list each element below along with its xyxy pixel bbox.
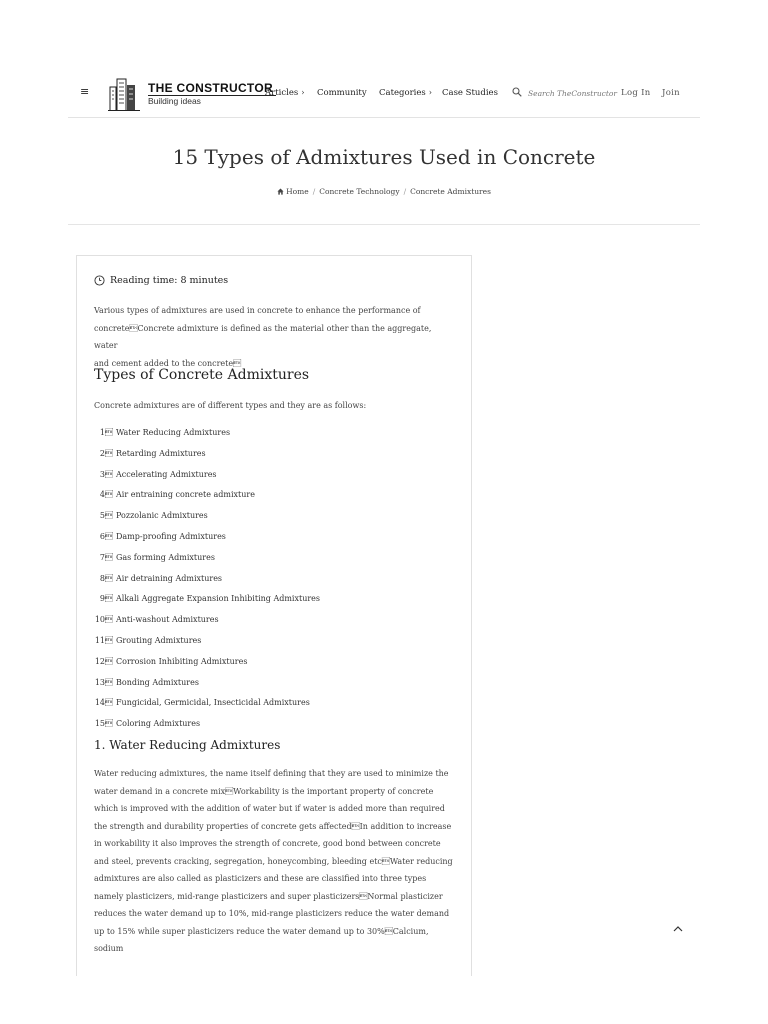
list-text: Retarding Admixtures [116, 448, 206, 458]
list-text: Accelerating Admixtures [116, 469, 217, 479]
breadcrumb-separator: / [403, 187, 407, 196]
list-item [94, 592, 454, 613]
nav-case-studies-label: Case Studies [442, 88, 498, 98]
search-icon[interactable] [512, 87, 522, 97]
text-line: water demand in a concrete mixWorkability is the important property of concrete [94, 786, 434, 796]
text-line: concreteConcrete admixture is defined as the material other than the aggregate, water [94, 323, 432, 350]
list-item [94, 426, 454, 447]
list-text: Water Reducing Admixtures [116, 428, 231, 437]
text-line: reduces the water demand up to 10%, mid-range plasticizers reduce the water demand [94, 909, 450, 918]
list-text: Pozzolanic Admixtures [116, 511, 208, 521]
text-line: and cement added to the concrete [94, 358, 242, 368]
list-number: 12 [94, 656, 113, 666]
list-item [94, 572, 454, 593]
page-title: 15 Types of Admixtures Used in Concrete [172, 145, 596, 169]
section-intro: Concrete admixtures are of different types and they are as follows: [94, 401, 367, 410]
list-number: 6 [99, 531, 113, 541]
section-heading: Types of Concrete Admixtures [94, 367, 310, 383]
list-number: 15 [94, 719, 113, 729]
list-item [94, 613, 454, 634]
list-item [94, 509, 454, 530]
subsection-heading: 1. Water Reducing Admixtures [94, 738, 281, 752]
list-text: Gas forming Admixtures [116, 552, 215, 562]
article-card [76, 255, 472, 976]
list-text: Damp-proofing Admixtures [116, 531, 226, 541]
list-item [94, 676, 454, 697]
list-number: 11 [94, 635, 113, 645]
text-line: in workability it also improves the strength of concrete, good bond between concrete [94, 839, 441, 848]
breadcrumb-concrete-technology[interactable]: Concrete Technology [319, 187, 400, 196]
list-text: Fungicidal, Germicidal, Insecticidal Admixtures [116, 698, 310, 708]
nav-case-studies[interactable] [442, 88, 498, 98]
list-text: Bonding Admixtures [116, 677, 199, 687]
logo-title: THE CONSTRUCTOR [148, 81, 273, 95]
nav-categories[interactable] [379, 88, 432, 98]
text-line: the strength and durability properties of concrete gets affectedIn addition to increase [94, 821, 452, 831]
list-text: Anti-washout Admixtures [116, 615, 219, 625]
site-header [68, 75, 700, 118]
chevron-right-icon: › [301, 88, 305, 97]
text-line: which is improved with the addition of water but if water is added more than required [94, 804, 445, 813]
list-item [94, 530, 454, 551]
list-number: 7 [99, 552, 113, 562]
list-text: Alkali Aggregate Expansion Inhibiting Admixtures [116, 594, 321, 604]
list-item [94, 655, 454, 676]
intro-paragraph [94, 302, 454, 372]
nav-articles-label: Articles [265, 88, 299, 98]
list-number: 10 [94, 615, 113, 625]
chevron-right-icon: › [428, 88, 432, 97]
nav-community[interactable] [317, 88, 367, 98]
text-line: namely plasticizers, mid-range plasticizers and super plasticizersNormal plasticizer [94, 891, 443, 901]
text-line: Various types of admixtures are used in concrete to enhance the performance of [94, 306, 421, 315]
list-number: 8 [99, 573, 113, 583]
list-number: 5 [99, 511, 113, 521]
header-divider [68, 224, 700, 225]
list-text: Coloring Admixtures [116, 719, 201, 729]
breadcrumb [0, 187, 768, 196]
breadcrumb-home[interactable]: Home [286, 187, 309, 196]
list-number: 3 [99, 469, 113, 479]
nav-articles[interactable] [265, 88, 304, 98]
list-item [94, 551, 454, 572]
breadcrumb-concrete-admixtures[interactable]: Concrete Admixtures [410, 187, 491, 196]
list-number: 9 [99, 594, 113, 604]
logo-tagline: Building ideas [148, 96, 201, 106]
list-item [94, 696, 454, 717]
reading-time-label: Reading time: 8 minutes [110, 275, 229, 286]
list-text: Grouting Admixtures [116, 635, 202, 645]
login-link[interactable]: Log In [621, 88, 651, 98]
join-link[interactable]: Join [662, 88, 680, 98]
list-item [94, 717, 454, 738]
list-number: 14 [94, 698, 113, 708]
nav-categories-label: Categories [379, 88, 426, 98]
list-text: Corrosion Inhibiting Admixtures [116, 656, 248, 666]
list-number: 13 [94, 677, 113, 687]
list-item [94, 468, 454, 489]
list-number: 1 [99, 428, 113, 437]
search-input[interactable]: Search TheConstructor [528, 89, 617, 98]
text-line: Water reducing admixtures, the name itself defining that they are used to minimize the [94, 769, 449, 778]
list-number: 2 [99, 448, 113, 458]
home-icon [277, 188, 284, 195]
list-text: Air detraining Admixtures [116, 573, 223, 583]
text-line: and steel, prevents cracking, segregation, honeycombing, bleeding etcWater reducing [94, 856, 453, 866]
list-item [94, 634, 454, 655]
text-line: up to 15% while super plasticizers reduce the water demand up to 30%Calcium, sodium [94, 926, 429, 953]
hamburger-menu-icon[interactable]: ≡ [80, 85, 90, 98]
chevron-up-icon[interactable] [672, 923, 684, 935]
reading-time [94, 275, 454, 286]
list-item [94, 447, 454, 468]
text-line: admixtures are also called as plasticizers and these are classified into three types [94, 874, 427, 883]
list-item [94, 488, 454, 509]
building-logo-icon [108, 77, 142, 111]
site-logo[interactable] [108, 75, 273, 113]
nav-community-label: Community [317, 88, 367, 98]
clock-icon [94, 275, 105, 286]
admixture-list [94, 426, 454, 738]
body-paragraph [94, 765, 454, 958]
list-text: Air entraining concrete admixture [116, 490, 255, 500]
breadcrumb-separator: / [312, 187, 316, 196]
list-number: 4 [99, 490, 113, 500]
